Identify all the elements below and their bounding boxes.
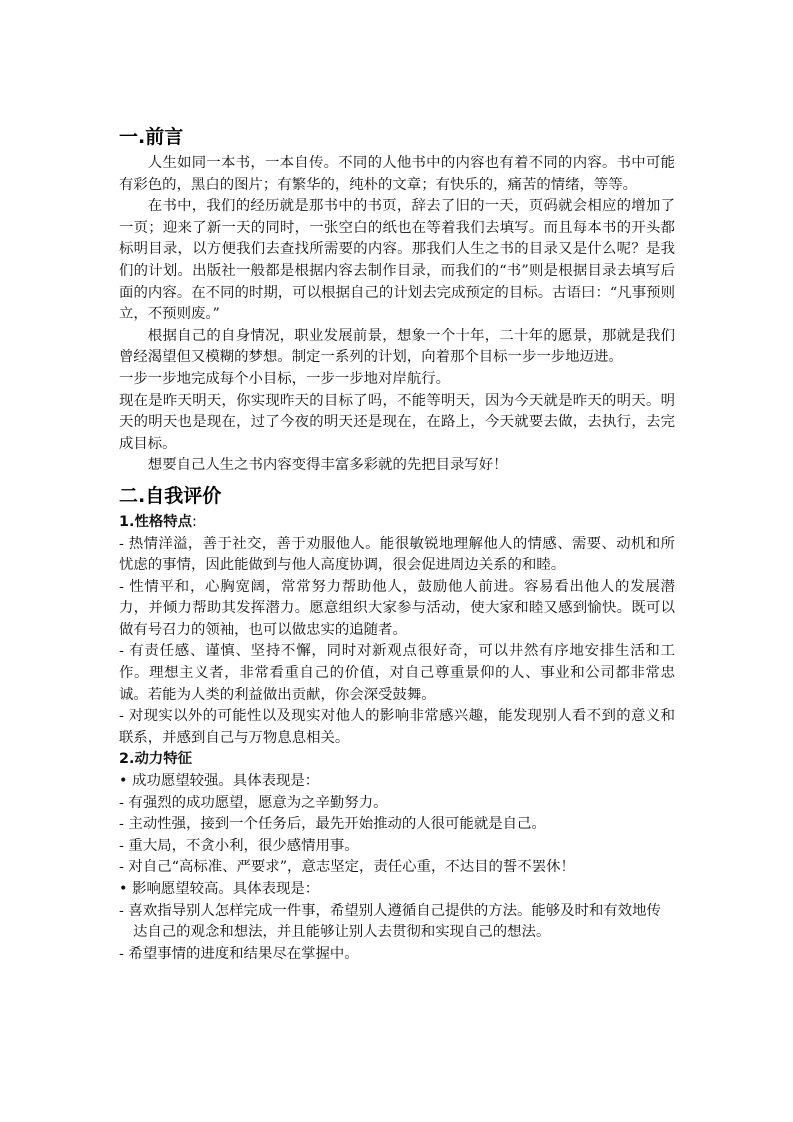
personality-item: - 有责任感、谨慎、坚持不懈，同时对新观点很好奇，可以井然有序地安排生活和工作。理想主义者，非常看重自己的价值，对自己尊重景仰的人、事业和公司都非常忠诚。若能为人类的利益做出贡献，你会深受鼓舞。 [119,643,675,703]
document-content [119,124,675,965]
subsection-title-colon: : [192,513,197,530]
preface-paragraph: 根据自己的自身情况，职业发展前景，想象一个十年，二十年的愿景，那就是我们曾经渴望但又模糊的梦想。制定一系列的计划，向着那个目标一步一步地迈进。 [119,327,675,366]
motivation-line: • 成功愿望较强。具体表现是： [119,773,320,790]
preface-paragraph: 人生如同一本书，一本自传。不同的人他书中的内容也有着不同的内容。书中可能有彩色的，黑白的图片；有繁华的，纯朴的文章；有快乐的，痛苦的情绪，等等。 [119,155,675,193]
subsection-title-text: 1.性格特点 [119,513,193,530]
motivation-line: - 希望事情的进度和结果尽在掌握中。 [119,945,359,962]
motivation-line: - 有强烈的成功愿望，愿意为之辛勤努力。 [119,794,388,811]
motivation-line: • 影响愿望较高。具体表现是： [119,881,320,897]
personality-item: - 性情平和，心胸宽阔，常常努力帮助他人，鼓励他人前进。容易看出他人的发展潜力，并倾力帮助其发挥潜力。愿意组织大家参与活动，使大家和睦又感到愉快。既可以做有号召力的领袖，也可以做忠实的追随者。 [119,578,675,638]
preface-paragraph: 在书中，我们的经历就是那书中的书页，辞去了旧的一天，页码就会相应的增加了一页；迎来了新一天的同时，一张空白的纸也在等着我们去填写。而且每本书的开头都标明目录，以方便我们去查找所需要的内容。那我们人生之书的目录又是什么呢？是我们的计划。出版社一般都是根据内容去制作目录，而我们的“书”则是根据目录去填写后面的内容。在不同的时期，可以根据自己的计划去完成预定的目标。古语曰：“凡事预则立，不预则废。” [119,198,675,323]
preface-paragraph: 现在是昨天明天，你实现昨天的目标了吗，不能等明天，因为今天就是昨天的明天。明天的明天也是现在，过了今夜的明天还是现在，在路上，今天就要去做，去执行，去完成目标。 [119,392,675,452]
motivation-line: 达自己的观念和想法，并且能够让别人去贯彻和实现自己的想法。 [133,924,551,941]
personality-item: - 对现实以外的可能性以及现实对他人的影响非常感兴趣，能发现别人看不到的意义和联系，并感到自己与万物息息相关。 [119,708,675,746]
motivation-line: - 喜欢指导别人怎样完成一件事，希望别人遵循自己提供的方法。能够及时和有效地传 [119,902,661,919]
subsection-title-motivation: 2.动力特征 [119,751,193,768]
motivation-line: - 主动性强，接到一个任务后，最先开始推动的人很可能就是自己。 [119,816,546,833]
personality-item: - 热情洋溢，善于社交，善于劝服他人。能很敏锐地理解他人的情感、需要、动机和所忧虑的事情，因此能做到与他人高度协调，很会促进周边关系的和睦。 [119,535,675,574]
subsection-title-personality [119,512,675,534]
preface-paragraph: 想要自己人生之书内容变得丰富多彩就的先把目录写好！ [147,457,508,474]
preface-paragraph: 一步一步地完成每个小目标，一步一步地对岸航行。 [119,370,450,387]
motivation-line: - 重大局，不贪小利，很少感情用事。 [119,837,359,854]
motivation-line: - 对自己“高标准、严要求”，意志坚定，责任心重，不达目的誓不罢休！ [119,859,575,876]
section-title-preface: 一.前言 [119,126,184,148]
section-title-self-evaluation: 二.自我评价 [119,484,222,507]
